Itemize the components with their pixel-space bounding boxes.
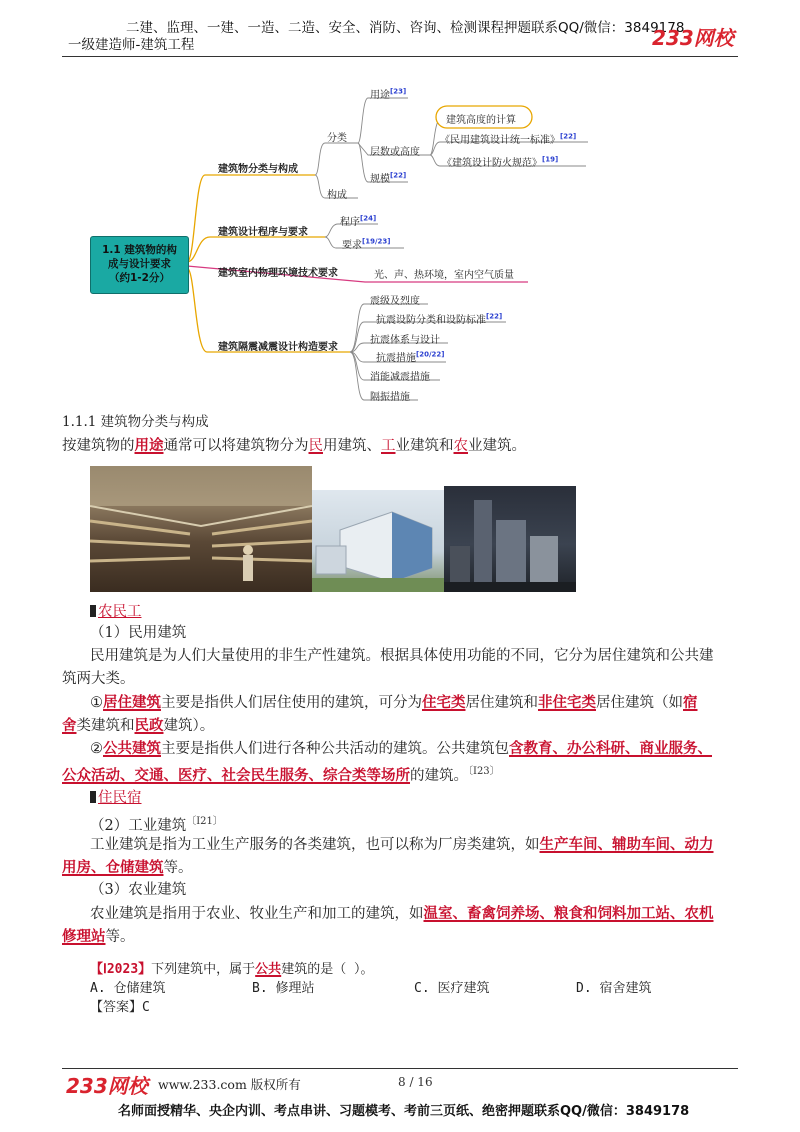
s1-p1: 民用建筑是为人们大量使用的非生产性建筑。根据具体使用功能的不同，它分为居住建筑和公共建 <box>90 648 714 664</box>
node-yaoqiu: 要求[19/23] <box>342 237 391 251</box>
photo-industrial-plant <box>444 486 576 592</box>
tag-farmer: 农民工 <box>90 600 142 621</box>
answer: 【答案】C <box>90 1000 150 1015</box>
option-d: D. 宿舍建筑 <box>576 981 652 996</box>
header-logo: 233网校 <box>652 26 734 50</box>
option-a: A. 仓储建筑 <box>90 981 166 996</box>
footer-logo: 233网校 <box>66 1074 148 1098</box>
footer-page-number: 8 / 16 <box>398 1075 433 1089</box>
s1-p2: ①居住建筑主要是指供人们居住使用的建筑，可分为住宅类居住建筑和非住宅类居住建筑（如宿 <box>90 694 698 711</box>
question-stem: 【Ⅰ2023】下列建筑中，属于公共建筑的是（ ）。 <box>90 962 374 977</box>
root-line2: 成与设计要求 <box>108 258 171 270</box>
s3-title: （3）农业建筑 <box>90 882 187 898</box>
branch-3: 建筑室内物理环境技术要求 <box>218 268 338 279</box>
s2-title: （2）工业建筑$^{〔Ⅰ21〕}$ <box>90 816 223 834</box>
tag-homestay: 住民宿 <box>90 786 142 807</box>
node-zhenji: 震级及烈度 <box>370 296 420 307</box>
node-fanghuo: 《建筑设计防火规范》[19] <box>442 155 559 169</box>
s3-p1: 农业建筑是指用于农业、牧业生产和加工的建筑，如温室、畜禽饲养场、粮食和饲料加工站、农机 <box>90 905 714 922</box>
s2-p1: 工业建筑是指为工业生产服务的各类建筑，也可以称为厂房类建筑，如生产车间、辅助车间、动力 <box>90 836 714 853</box>
node-minyong: 《民用建筑设计统一标准》[22] <box>440 132 577 146</box>
s1-title: （1）民用建筑 <box>90 625 187 641</box>
section-intro: 按建筑物的用途通常可以将建筑物分为民用建筑、工业建筑和农业建筑。 <box>62 437 526 454</box>
branch-4: 建筑隔震减震设计构造要求 <box>218 342 338 353</box>
node-tixi: 抗震体系与设计 <box>370 335 440 346</box>
node-kangzhen-fl: 抗震设防分类和设防标准[22] <box>376 312 503 326</box>
node-chengxu: 程序[24] <box>340 214 377 228</box>
option-b: B. 修理站 <box>252 981 315 996</box>
branch-2: 建筑设计程序与要求 <box>218 227 308 238</box>
header-contact-line: 二建、监理、一建、一造、二造、安全、消防、咨询、检测课程押题联系QQ/微信：3849178 <box>126 20 685 36</box>
footer-contact-line: 名师面授精华、央企内训、考点串讲、习题模考、考前三页纸、绝密押题联系QQ/微信：3849178 <box>118 1104 690 1119</box>
node-fenlei: 分类 <box>327 133 347 144</box>
s3-p1-cont: 修理站等。 <box>62 928 135 945</box>
s1-p3-cont: 公众活动、交通、医疗、社会民生服务、综合类等场所的建筑。$^{〔Ⅰ23〕}$ <box>62 766 500 784</box>
s1-p1-cont: 筑两大类。 <box>62 671 135 687</box>
option-c: C. 医疗建筑 <box>414 981 490 996</box>
s1-p2-cont: 舍类建筑和民政建筑）。 <box>62 717 215 734</box>
node-guimo: 规模[22] <box>370 171 407 185</box>
node-gezhen: 隔振措施 <box>370 392 410 403</box>
header-subtitle: 一级建造师-建筑工程 <box>68 37 195 53</box>
node-cuoshi: 抗震措施[20/22] <box>376 350 445 364</box>
node-goucheng: 构成 <box>327 190 347 201</box>
branch-1: 建筑物分类与构成 <box>218 164 298 175</box>
mindmap-root <box>90 236 189 294</box>
section-title: 1.1.1 建筑物分类与构成 <box>62 414 209 430</box>
node-guang: 光、声、热环境，室内空气质量 <box>374 270 514 281</box>
photo-farm-barn <box>90 466 312 592</box>
node-xiaoneng: 消能减震措施 <box>370 372 430 383</box>
node-gaodu: 建筑高度的计算 <box>446 115 516 126</box>
root-line3: （约1-2分） <box>109 272 170 284</box>
root-line1: 1.1 建筑物的构 <box>102 244 177 256</box>
footer-divider <box>62 1068 738 1069</box>
s2-p1-cont: 用房、仓储建筑等。 <box>62 859 193 876</box>
photo-factory-campus <box>312 490 444 592</box>
node-yongtu: 用途[23] <box>370 87 407 101</box>
mindmap <box>0 0 800 410</box>
node-cengshu: 层数或高度 <box>370 147 420 158</box>
s1-p3: ②公共建筑主要是指供人们进行各种公共活动的建筑。公共建筑包含教育、办公科研、商业服务、 <box>90 740 712 757</box>
footer-site: www.233.com 版权所有 <box>158 1077 301 1092</box>
